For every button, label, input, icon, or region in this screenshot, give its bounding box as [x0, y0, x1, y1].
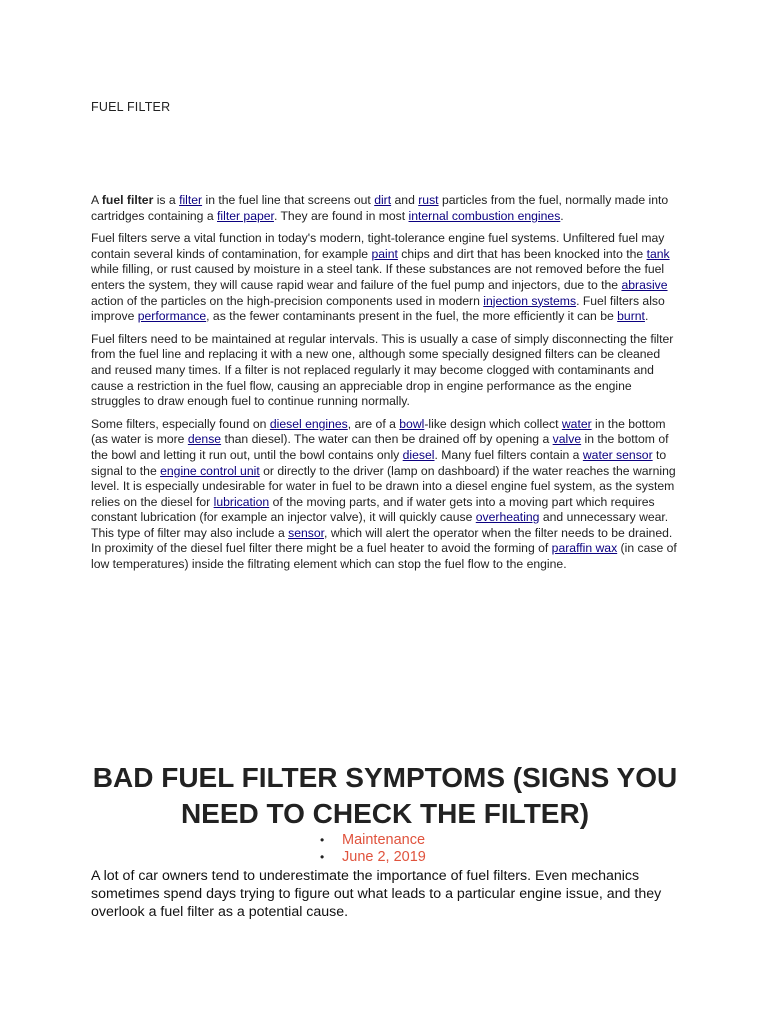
link-paraffin-wax[interactable]: paraffin wax: [551, 541, 618, 556]
text: .: [560, 208, 564, 223]
link-filter-paper[interactable]: filter paper: [217, 208, 274, 223]
link-water-sensor[interactable]: water sensor: [582, 447, 653, 462]
list-item: [91, 849, 679, 866]
link-injection-systems[interactable]: injection systems: [483, 293, 577, 308]
text: in the bottom of the bowl and letting it run out, until the bowl contains only: [91, 432, 669, 462]
text: Fuel filters serve a vital function in today's modern, tight-tolerance engine fuel systems. Unfiltered fuel may contain several kinds of contamination, for example: [91, 231, 665, 261]
link-filter[interactable]: filter: [179, 193, 203, 207]
link-dense[interactable]: dense: [187, 432, 222, 447]
link-bowl[interactable]: bowl: [399, 416, 425, 431]
link-sensor[interactable]: sensor: [288, 525, 325, 540]
bullet-icon: •: [320, 849, 325, 864]
text: and unnecessary wear. This type of filter may also include a: [91, 510, 669, 540]
section-intro: A lot of car owners tend to underestimate the importance of fuel filters. Even mechanics sometimes spend days trying to figure out what leads to a particular engine issue, and they overlook a fuel filter as a potential cause.: [91, 868, 662, 920]
link-overheating[interactable]: overheating: [475, 510, 540, 525]
link-water[interactable]: water: [561, 416, 592, 431]
text: in the fuel line that screens out: [202, 193, 375, 207]
list-item: [91, 832, 679, 849]
paragraph-1: [91, 193, 679, 224]
text: , are of a: [347, 416, 400, 431]
paragraph-3: Fuel filters need to be maintained at regular intervals. This is usually a case of simply disconnecting the filter from the fuel line and replacing it with a new one, although some specially designed filters can be cleaned and reused many times. If a filter is not replaced regularly it may become clogged with contaminants and cause a restriction in the fuel flow, causing an appreciable drop in engine performance as the engine struggles to draw enough fuel to continue running normally.: [91, 331, 674, 409]
text: (in case of low temperatures) inside the filtrating element which can stop the fuel flow to the engine.: [91, 541, 677, 572]
link-rust[interactable]: rust: [418, 193, 439, 207]
category-link[interactable]: Maintenance: [342, 832, 426, 848]
text: . Many fuel filters contain a: [434, 447, 583, 462]
link-abrasive[interactable]: abrasive: [621, 277, 668, 292]
text: of the moving parts, and if water gets into a moving part which requires constant lubrication (for example an injector valve), it will quickly cause: [91, 494, 655, 525]
text: chips and dirt that has been knocked into the: [397, 246, 647, 261]
text: . They are found in most: [273, 208, 409, 223]
paragraph-4: [91, 417, 679, 573]
text: , which will alert the operator when the filter needs to be drained. In proximity of the diesel fuel filter there might be a fuel heater to avoid the forming of: [91, 525, 673, 556]
link-diesel[interactable]: diesel: [402, 447, 435, 462]
page-label: FUEL FILTER: [91, 100, 171, 114]
paragraph-2: [91, 231, 679, 325]
date-link[interactable]: June 2, 2019: [342, 848, 426, 865]
text: particles from the fuel, normally made into cartridges containing a: [91, 193, 669, 223]
article-body: [91, 193, 679, 580]
text: to signal to the: [91, 447, 667, 478]
text: A: [91, 193, 102, 207]
bullet-icon: •: [320, 833, 325, 847]
link-lubrication[interactable]: lubrication: [213, 494, 270, 509]
text: is a: [153, 193, 180, 207]
section-title: BAD FUEL FILTER SYMPTOMS (SIGNS YOU NEED TO CHECK THE FILTER): [92, 762, 678, 829]
link-performance[interactable]: performance: [137, 309, 207, 324]
link-paint[interactable]: paint: [371, 246, 398, 261]
text: .: [644, 309, 649, 324]
text: while filling, or rust caused by moisture in a steel tank. If these substances are not removed before the fuel enters the system, they will cause rapid wear and failure of the fuel pump and injectors, due to the: [91, 262, 665, 292]
text: action of the particles on the high-precision components used in modern: [91, 293, 484, 308]
link-valve[interactable]: valve: [552, 432, 582, 447]
text: . Fuel filters also improve: [91, 293, 665, 324]
text: than diesel). The water can then be drained off by opening a: [221, 432, 553, 447]
link-burnt[interactable]: burnt: [617, 309, 645, 324]
link-diesel-engines[interactable]: diesel engines: [269, 416, 348, 431]
link-tank[interactable]: tank: [646, 246, 670, 261]
text: and: [391, 193, 419, 207]
link-internal-combustion-engines[interactable]: internal combustion engines: [408, 208, 561, 223]
link-dirt[interactable]: dirt: [374, 193, 392, 207]
text: , as the fewer contaminants present in the fuel, the more efficiently it can be: [206, 309, 618, 324]
text: Some filters, especially found on: [91, 416, 270, 431]
bold-term: fuel filter: [101, 193, 154, 207]
text: -like design which collect: [424, 416, 562, 431]
text: or directly to the driver (lamp on dashboard) if the water reaches the warning level. It is especially undesirable for water in fuel to be drawn into a diesel engine fuel system, as the system relies on the diesel for: [91, 463, 676, 509]
post-meta-list: [91, 832, 679, 865]
link-engine-control-unit[interactable]: engine control unit: [160, 463, 260, 478]
text: in the bottom (as water is more: [91, 416, 666, 447]
